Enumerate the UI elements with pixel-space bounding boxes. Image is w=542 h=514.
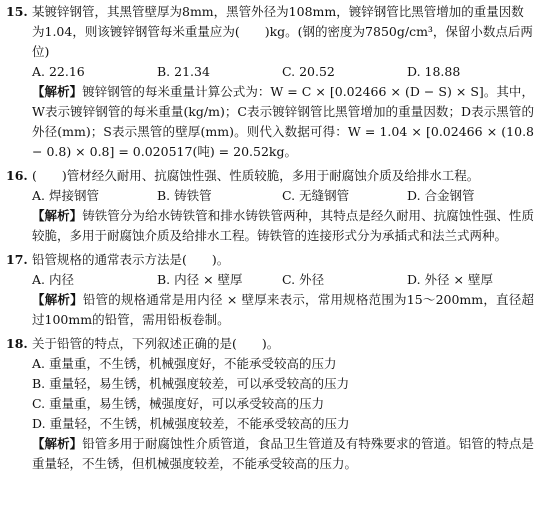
explanation-tag: 【解析】	[32, 84, 83, 99]
explanation	[6, 206, 534, 246]
option-a: A. 内径	[32, 272, 74, 287]
option-b: B. 重量轻，易生锈，机械强度较差，可以承受较高的压力	[32, 376, 350, 391]
option-d: D. 外径 × 壁厚	[407, 272, 493, 287]
options-row	[6, 270, 534, 290]
explanation-tag: 【解析】	[32, 436, 83, 451]
question-number: 16.	[6, 168, 28, 183]
question-16	[6, 166, 534, 246]
option-b: B. 21.34	[157, 64, 210, 79]
option-a: A. 重量重，不生锈，机械强度好，不能承受较高的压力	[32, 356, 337, 371]
question-stem-row	[6, 2, 534, 62]
option-d: D. 合金钢管	[407, 188, 475, 203]
question-18	[6, 334, 534, 474]
option-c: C. 外径	[282, 272, 325, 287]
explanation-tag: 【解析】	[32, 208, 83, 223]
question-stem: ( )管材经久耐用、抗腐蚀性强、性质较脆，多用于耐腐蚀介质及给排水工程。	[32, 168, 480, 183]
option-b: B. 铸铁管	[157, 188, 212, 203]
question-number: 18.	[6, 336, 28, 351]
options-row	[6, 186, 534, 206]
option-a: A. 22.16	[32, 64, 85, 79]
explanation-text: 镀锌钢管的每米重量计算公式为：W = C × [0.02466 × (D − S) × S]。其中，W表示镀锌钢管的每米重量(kg/m)；C表示镀锌钢管比黑管增加的重量因数；D表示黑管的外径(mm)；S表示黑管的壁厚(mm)。则代入数据可得：W = 1.04 × [0.02466 × (10.8 − 0.8) × 0.8] = 0.020517(吨) = 20.52kg。	[32, 84, 534, 159]
explanation-text: 铅管多用于耐腐蚀性介质管道，食品卫生管道及有特殊要求的管道。铝管的特点是重量轻，不生锈，但机械强度较差，不能承受较高的压力。	[32, 436, 534, 471]
question-number: 15.	[6, 4, 28, 19]
explanation	[6, 434, 534, 474]
option-d: D. 重量轻，不生锈，机械强度较差，不能承受较高的压力	[32, 416, 350, 431]
option-b: B. 内径 × 壁厚	[157, 272, 243, 287]
question-stem-row	[6, 334, 534, 354]
explanation-tag: 【解析】	[32, 292, 83, 307]
option-a: A. 焊接钢管	[32, 188, 99, 203]
option-d: D. 18.88	[407, 64, 461, 79]
question-stem-row	[6, 166, 534, 186]
question-15	[6, 2, 534, 162]
option-c: C. 无缝钢管	[282, 188, 350, 203]
question-stem: 某镀锌钢管，其黑管壁厚为8mm，黑管外径为108mm，镀锌钢管比黑管增加的重量因数为1.04，则该镀锌钢管每米重量应为( )kg。(钢的密度为7850g/cm³，保留小数点后两位)	[32, 4, 533, 59]
question-number: 17.	[6, 252, 28, 267]
options-row	[6, 62, 534, 82]
question-stem-row	[6, 250, 534, 270]
explanation-text: 铸铁管分为给水铸铁管和排水铸铁管两种，其特点是经久耐用、抗腐蚀性强、性质较脆，多用于耐腐蚀介质及给排水工程。铸铁管的连接形式分为承插式和法兰式两种。	[32, 208, 534, 243]
option-c: C. 20.52	[282, 64, 335, 79]
question-stem: 关于铅管的特点，下列叙述正确的是( )。	[32, 336, 280, 351]
explanation	[6, 290, 534, 330]
question-17	[6, 250, 534, 330]
option-c: C. 重量重，易生锈，械强度好，可以承受较高的压力	[32, 396, 325, 411]
explanation-text: 铅管的规格通常是用内径 × 壁厚来表示，常用规格范围为15～200mm，直径超过100mm的铅管，需用铅板卷制。	[32, 292, 534, 327]
question-stem: 铅管规格的通常表示方法是( )。	[32, 252, 230, 267]
explanation	[6, 82, 534, 162]
